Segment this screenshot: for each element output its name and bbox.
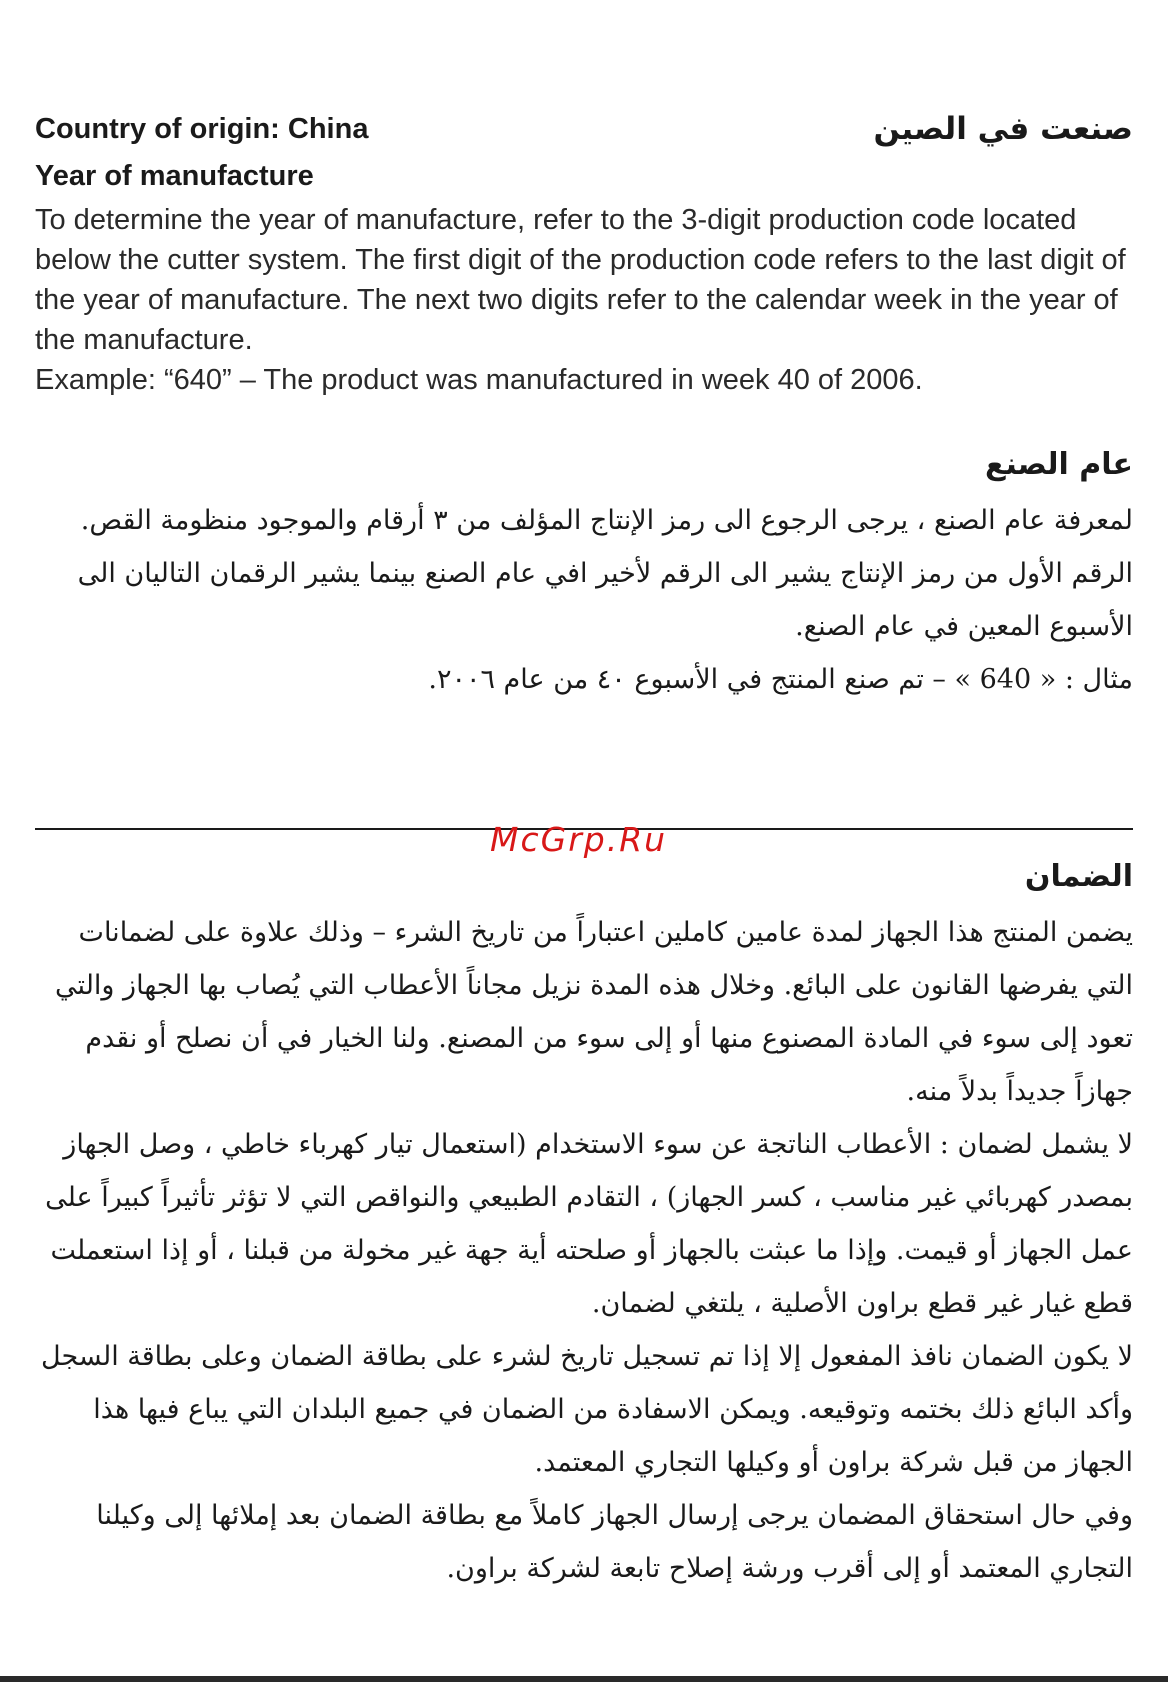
arabic-warranty-para-4: وفي حال استحقاق المضمان يرجى إرسال الجهاز كاملاً مع بطاقة الضمان بعد إملائها إلى وكيلنا التجاري المعتمد أو إلى أقرب ورشة إصلاح تابعة لشركة براون.: [96, 1500, 1133, 1584]
watermark: McGrp.Ru: [490, 820, 668, 859]
arabic-warranty-para-3: لا يكون الضمان نافذ المفعول إلا إذا تم تسجيل تاريخ لشرء على بطاقة الضمان وعلى بطاقة السجل وأكد البائع ذلك بختمه وتوقيعه. ويمكن الاسفادة من الضمان في جميع البلدان التي يباع فيها هذا الجهاز من قبل شركة براون أو وكيلها التجاري المعتمد.: [41, 1341, 1133, 1478]
manual-page: [35, 0, 1133, 1682]
year-example: Example: “640” – The product was manufactured in week 40 of 2006.: [35, 364, 923, 396]
arabic-warranty-heading: الضمان: [1024, 859, 1133, 894]
arabic-warranty-para-1: يضمن المنتج هذا الجهاز لمدة عامين كاملين اعتباراً من تاريخ الشرء – وذلك علاوة على لضمانات التي يفرضها القانون على البائع. وخلال هذه المدة نزيل مجاناً الأعطاب التي يُصاب بها الجهاز والتي تعود إلى سوء في المادة المصنوع منها أو إلى سوء من المصنع. ولنا الخيار في أن نصلح أو نقدم جهازاً جديداً بدلاً منه.: [55, 917, 1133, 1107]
year-paragraph: To determine the year of manufacture, refer to the 3-digit production code located below the cutter system. The first digit of the production code refers to the last digit of the year of manufacture. The next two digits refer to the calendar week in the year of the manufacture.: [35, 204, 1126, 356]
origin-heading: Country of origin: China: [35, 113, 369, 145]
arabic-origin-heading: صنعت في الصين: [873, 111, 1133, 147]
arabic-warranty-para-2: لا يشمل لضمان : الأعطاب الناتجة عن سوء الاستخدام (استعمال تيار كهرباء خاطي ، وصل الجهاز بمصدر كهربائي غير مناسب ، كسر الجهاز) ، التقادم الطبيعي والنواقص التي لا تؤثر تأثيراً كبيراً على عمل الجهاز أو قيمت. وإذا ما عبثت بالجهاز أو صلحته أية جهة غير مخولة من قبلنا ، أو إذا استعملت قطع غيار غير قطع براون الأصلية ، يلتغي لضمان.: [45, 1129, 1133, 1319]
arabic-year-section: [35, 440, 1133, 706]
arabic-year-paragraph: لمعرفة عام الصنع ، يرجى الرجوع الى رمز الإنتاج المؤلف من ٣ أرقام والموجود منظومة القص. الرقم الأول من رمز الإنتاج يشير الى الرقم لأخير افي عام الصنع بينما يشير الرقمان التاليان الى الأسبوع المعين في عام الصنع.: [77, 505, 1133, 642]
bottom-edge-rule: [0, 1676, 1168, 1682]
arabic-year-heading: عام الصنع: [984, 447, 1133, 482]
arabic-year-example: مثال : « 640 » – تم صنع المنتج في الأسبوع ٤٠ من عام ٢٠٠٦.: [428, 664, 1133, 695]
year-heading: Year of manufacture: [35, 160, 314, 192]
arabic-warranty-section: [35, 852, 1133, 1595]
